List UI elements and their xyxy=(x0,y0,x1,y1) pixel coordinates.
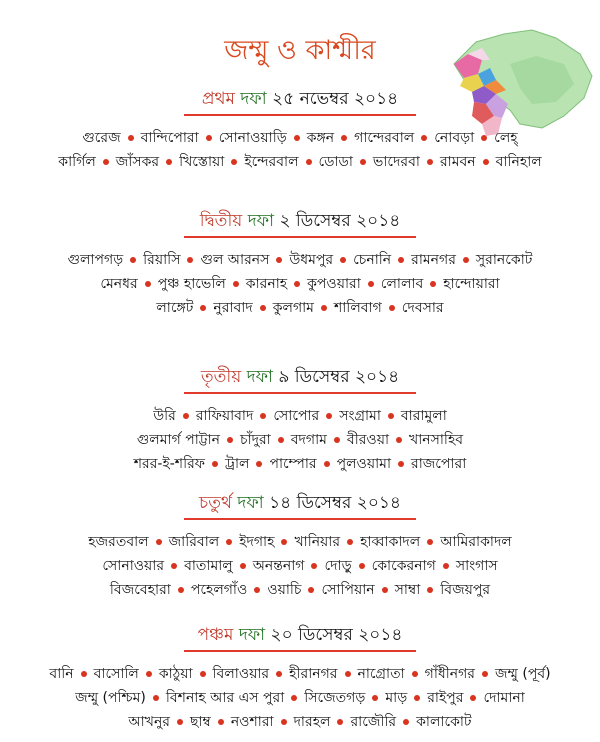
phase-ordinal: পঞ্চম xyxy=(197,625,234,645)
bullet-separator xyxy=(388,413,394,419)
bullet-separator xyxy=(81,671,87,677)
bullet-separator xyxy=(281,539,287,545)
constituency-name: বদগাম xyxy=(290,432,327,448)
phase-word: দফা xyxy=(240,89,267,109)
bullet-separator xyxy=(294,281,300,287)
bullet-separator xyxy=(427,159,433,165)
bullet-separator xyxy=(340,257,346,263)
bullet-separator xyxy=(389,305,395,311)
constituency-name: জারিবাল xyxy=(168,534,220,550)
constituency-name: লোলাব xyxy=(380,276,424,292)
constituency-name: জম্মু (পূর্ব) xyxy=(494,666,551,682)
constituency-name: সোপিয়ান xyxy=(321,582,375,598)
constituency-row xyxy=(0,578,600,602)
constituency-name: বিজবেহারা xyxy=(109,582,171,598)
constituency-name: জম্মু (পশ্চিম) xyxy=(75,690,146,706)
phase-heading xyxy=(0,366,600,388)
constituency-name: রিয়াসি xyxy=(143,252,181,268)
constituency-name: চেনানি xyxy=(353,252,392,268)
bullet-separator xyxy=(177,719,183,725)
bullet-separator xyxy=(187,257,193,263)
constituency-name: গান্দেরবাল xyxy=(354,130,415,146)
constituency-name: বিলাওয়ার xyxy=(212,666,270,682)
constituency-name: বারামুলা xyxy=(400,408,447,424)
constituency-name: সোপোর xyxy=(273,408,320,424)
bullet-separator xyxy=(326,413,332,419)
phase-section xyxy=(0,366,600,476)
phase-ordinal: দ্বিতীয় xyxy=(199,211,243,231)
constituency-row xyxy=(0,710,600,734)
bullet-separator xyxy=(291,695,297,701)
phase-word: দফা xyxy=(238,625,266,645)
constituency-name: পুলওয়ামা xyxy=(336,456,392,472)
constituency-name: রাজপোরা xyxy=(411,456,467,472)
phase-ordinal: চতুর্থ xyxy=(199,493,232,513)
constituency-name: বাতামালু xyxy=(184,558,233,574)
constituency-name: খিস্তোয়া xyxy=(179,154,225,170)
constituency-name: লাঙ্গেট xyxy=(156,300,194,316)
constituency-name: গাঁধীনগর xyxy=(424,666,475,682)
bullet-separator xyxy=(212,461,218,467)
constituency-name: বাসোলি xyxy=(93,666,139,682)
heading-underline xyxy=(184,392,416,394)
bullet-separator xyxy=(276,671,282,677)
phase-heading xyxy=(0,210,600,232)
constituency-name: মেনধর xyxy=(100,276,138,292)
bullet-separator xyxy=(398,257,404,263)
constituency-name: কারনাহ xyxy=(245,276,288,292)
bullet-separator xyxy=(254,587,260,593)
constituency-name: কুপওয়ারা xyxy=(307,276,361,292)
constituency-name: দোড়ু xyxy=(324,558,352,574)
constituency-name: বানি xyxy=(49,666,74,682)
bullet-separator xyxy=(103,159,109,165)
phase-heading xyxy=(0,492,600,514)
constituency-name: বিশনাহ আর এস পুরা xyxy=(165,690,285,706)
constituency-name: হীরানগর xyxy=(289,666,338,682)
constituency-row xyxy=(0,662,600,686)
phase-section xyxy=(0,88,600,174)
bullet-separator xyxy=(256,461,262,467)
constituency-name: নোবড়া xyxy=(434,130,475,146)
bullet-separator xyxy=(294,135,300,141)
bullet-separator xyxy=(368,281,374,287)
phase-heading xyxy=(0,624,600,646)
bullet-separator xyxy=(178,587,184,593)
bullet-separator xyxy=(226,539,232,545)
constituency-name: বিজয়পুর xyxy=(440,582,491,598)
constituency-name: হজরতবাল xyxy=(88,534,149,550)
phase-section xyxy=(0,624,600,734)
constituency-name: ইদগাহ xyxy=(239,534,275,550)
bullet-separator xyxy=(183,413,189,419)
constituency-name: লেহ্ xyxy=(494,130,518,146)
bullet-separator xyxy=(200,305,206,311)
constituency-name: গুল আরনস xyxy=(200,252,270,268)
constituency-name: পুঞ্চ হাভেলি xyxy=(157,276,226,292)
constituency-name: উরি xyxy=(153,408,176,424)
constituency-name: নওশারা xyxy=(230,714,274,730)
heading-underline xyxy=(184,518,416,520)
phase-date: ২০ ডিসেম্বর ২০১৪ xyxy=(270,625,403,645)
constituency-name: ভাদেরবা xyxy=(372,154,420,170)
constituency-name: সুরানকোট xyxy=(475,252,533,268)
constituency-name: পাম্পোর xyxy=(269,456,317,472)
constituency-row xyxy=(0,428,600,452)
constituency-name: ইন্দেরবাল xyxy=(244,154,299,170)
bullet-separator xyxy=(206,135,212,141)
constituency-name: গুলমার্গ পাট্টান xyxy=(136,432,221,448)
constituency-name: পহেলগাঁও xyxy=(190,582,248,598)
heading-underline xyxy=(184,236,416,238)
constituency-name: কালাকোট xyxy=(416,714,472,730)
bullet-separator xyxy=(382,587,388,593)
bullet-separator xyxy=(200,671,206,677)
bullet-separator xyxy=(146,671,152,677)
bullet-separator xyxy=(260,413,266,419)
constituency-name: ছাম্ব xyxy=(190,714,211,730)
constituency-name: আখনুর xyxy=(128,714,171,730)
constituency-row xyxy=(0,296,600,320)
bullet-separator xyxy=(372,695,378,701)
bullet-separator xyxy=(347,539,353,545)
constituency-row xyxy=(0,248,600,272)
constituency-name: কার্গিল xyxy=(58,154,96,170)
bullet-separator xyxy=(311,563,317,569)
constituency-row xyxy=(0,150,600,174)
constituency-name: কাঠুয়া xyxy=(158,666,193,682)
constituency-name: খানিয়ার xyxy=(294,534,341,550)
constituency-list xyxy=(0,404,600,476)
phase-ordinal: তৃতীয় xyxy=(200,367,242,387)
constituency-list xyxy=(0,126,600,174)
constituency-name: রামবন xyxy=(439,154,476,170)
bullet-separator xyxy=(128,135,134,141)
constituency-name: সোনাওয়ার xyxy=(102,558,165,574)
constituency-name: রাফিয়াবাদ xyxy=(195,408,254,424)
bullet-separator xyxy=(337,719,343,725)
bullet-separator xyxy=(171,563,177,569)
bullet-separator xyxy=(166,159,172,165)
constituency-row xyxy=(0,554,600,578)
bullet-separator xyxy=(463,257,469,263)
constituency-name: রাজৌরি xyxy=(350,714,397,730)
phase-word: দফা xyxy=(237,493,264,513)
constituency-name: ডোডা xyxy=(318,154,353,170)
constituency-name: ট্রাল xyxy=(225,456,250,472)
bullet-separator xyxy=(334,437,340,443)
constituency-list xyxy=(0,530,600,602)
phase-heading xyxy=(0,88,600,110)
phase-date: ১৪ ডিসেম্বর ২০১৪ xyxy=(269,493,401,513)
constituency-name: উধমপুর xyxy=(289,252,334,268)
bullet-separator xyxy=(276,257,282,263)
constituency-name: কোকেরনাগ xyxy=(371,558,436,574)
constituency-row xyxy=(0,126,600,150)
bullet-separator xyxy=(233,281,239,287)
bullet-separator xyxy=(278,437,284,443)
bullet-separator xyxy=(156,539,162,545)
constituency-name: দোমানা xyxy=(483,690,525,706)
bullet-separator xyxy=(281,719,287,725)
constituency-name: সাম্বা xyxy=(394,582,421,598)
constituency-name: জাঁসকর xyxy=(115,154,160,170)
bullet-separator xyxy=(145,281,151,287)
constituency-row xyxy=(0,686,600,710)
constituency-name: মাড় xyxy=(385,690,408,706)
bullet-separator xyxy=(321,305,327,311)
constituency-row xyxy=(0,530,600,554)
phase-word: দফা xyxy=(247,211,275,231)
bullet-separator xyxy=(396,437,402,443)
bullet-separator xyxy=(427,539,433,545)
constituency-name: দেবসার xyxy=(401,300,444,316)
bullet-separator xyxy=(360,159,366,165)
bullet-separator xyxy=(345,671,351,677)
constituency-name: সিজেতগড় xyxy=(304,690,366,706)
constituency-name: দারহল xyxy=(293,714,331,730)
bullet-separator xyxy=(414,695,420,701)
constituency-list xyxy=(0,662,600,734)
constituency-name: সাংগাস xyxy=(455,558,498,574)
bullet-separator xyxy=(231,159,237,165)
bullet-separator xyxy=(481,135,487,141)
constituency-name: নাগ্রোতা xyxy=(357,666,405,682)
phase-date: ২৫ নভেম্বর ২০১৪ xyxy=(272,89,399,109)
bullet-separator xyxy=(421,135,427,141)
constituency-name: সংগ্রামা xyxy=(339,408,381,424)
constituency-list xyxy=(0,248,600,320)
phase-date: ২ ডিসেম্বর ২০১৪ xyxy=(279,211,401,231)
bullet-separator xyxy=(153,695,159,701)
phase-section xyxy=(0,210,600,320)
constituency-name: কুলগাম xyxy=(272,300,314,316)
phase-ordinal: প্রথম xyxy=(201,89,235,109)
constituency-name: কঙ্গন xyxy=(306,130,335,146)
bullet-separator xyxy=(227,437,233,443)
bullet-separator xyxy=(443,563,449,569)
constituency-name: বানিহাল xyxy=(495,154,542,170)
constituency-name: গুরেজ xyxy=(82,130,121,146)
constituency-row xyxy=(0,272,600,296)
constituency-name: আমিরাকাদল xyxy=(440,534,512,550)
bullet-separator xyxy=(260,305,266,311)
bullet-separator xyxy=(218,719,224,725)
phase-word: দফা xyxy=(246,367,273,387)
bullet-separator xyxy=(341,135,347,141)
bullet-separator xyxy=(403,719,409,725)
bullet-separator xyxy=(308,587,314,593)
bullet-separator xyxy=(430,281,436,287)
constituency-name: চাঁদুরা xyxy=(240,432,271,448)
constituency-row xyxy=(0,404,600,428)
constituency-name: গুলাপগড় xyxy=(67,252,124,268)
bullet-separator xyxy=(470,695,476,701)
constituency-name: শালিবাগ xyxy=(333,300,382,316)
bullet-separator xyxy=(130,257,136,263)
bullet-separator xyxy=(483,159,489,165)
bullet-separator xyxy=(427,587,433,593)
constituency-name: সোনাওয়াড়ি xyxy=(218,130,287,146)
constituency-name: শরর-ই-শরিফ xyxy=(133,456,206,472)
bullet-separator xyxy=(324,461,330,467)
constituency-name: হাব্বাকাদল xyxy=(360,534,421,550)
constituency-name: বান্দিপোরা xyxy=(140,130,199,146)
phase-date: ৯ ডিসেম্বর ২০১৪ xyxy=(278,367,400,387)
bullet-separator xyxy=(240,563,246,569)
bullet-separator xyxy=(359,563,365,569)
constituency-name: হান্দোয়ারা xyxy=(443,276,500,292)
constituency-name: রাইপুর xyxy=(427,690,464,706)
constituency-name: বীরওয়া xyxy=(346,432,390,448)
constituency-name: রামনগর xyxy=(411,252,456,268)
bullet-separator xyxy=(306,159,312,165)
bullet-separator xyxy=(398,461,404,467)
bullet-separator xyxy=(412,671,418,677)
page-title: জম্মু ও কাশ্মীর xyxy=(224,35,376,66)
constituency-name: অনন্তনাগ xyxy=(252,558,305,574)
constituency-row xyxy=(0,452,600,476)
constituency-name: ওয়াচি xyxy=(267,582,302,598)
heading-underline xyxy=(184,650,416,652)
bullet-separator xyxy=(482,671,488,677)
phase-section xyxy=(0,492,600,602)
constituency-name: নুরাবাদ xyxy=(213,300,253,316)
heading-underline xyxy=(184,114,416,116)
constituency-name: খানসাহিব xyxy=(409,432,464,448)
